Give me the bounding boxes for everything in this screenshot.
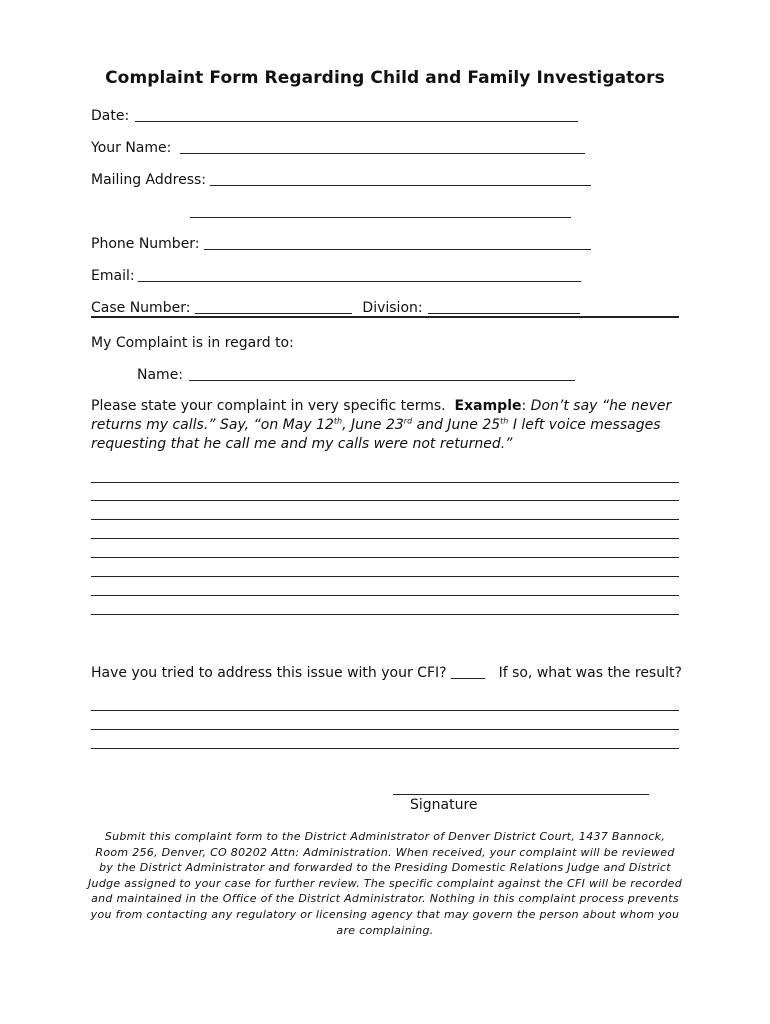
cfi-result-line[interactable]	[91, 710, 679, 711]
address-label: Mailing Address:	[91, 172, 207, 188]
case-label: Case Number:	[91, 300, 191, 316]
submission-instructions: Submit this complaint form to the District Administrator of Denver District Court, 1437 Bannock, Room 256, Denver, CO 80202 Attn: Administration. When received, your complaint will be reviewed by the District Administrator and forwarded to the Presiding Domestic Relations Judge and District Judge assigned to your case for further review. The specific complaint against the CFI will be recorded and maintained in the Office of the District Administrator. Nothing in this complaint process prevents you from contacting any regulatory or licensing agency that may govern the person about whom you are complaining.	[88, 830, 683, 937]
cfi-result-line[interactable]	[91, 748, 679, 749]
example-label: Example	[454, 398, 522, 414]
cfi-answer-field[interactable]	[451, 664, 485, 679]
name-label: Your Name:	[91, 140, 172, 156]
complaint-text-line[interactable]	[91, 538, 679, 539]
complaint-instructions: Please state your complaint in very specific terms. Example: Don’t say “he never returns my calls.” Say, “on May 12th, June 23rd and June 25th I left voice messages requesting that he call me and my calls were not returned.”	[91, 398, 672, 452]
address-row	[91, 169, 591, 189]
email-row	[91, 265, 581, 285]
complaint-text-line[interactable]	[91, 482, 679, 483]
email-label: Email:	[91, 268, 135, 284]
complaint-text-line[interactable]	[91, 557, 679, 558]
example-text: Don’t say “he never returns my calls.” Say, “on May 12th, June 23rd and June 25th I left voice messages requesting that he call me and my calls were not returned.”	[91, 398, 672, 452]
name-field[interactable]	[180, 139, 585, 154]
cfi-followup: If so, what was the result?	[498, 665, 682, 681]
complaint-text-line[interactable]	[91, 595, 679, 596]
complaint-text-line[interactable]	[91, 614, 679, 615]
cfi-result-line[interactable]	[91, 729, 679, 730]
division-label: Division:	[362, 300, 423, 316]
address-field-line-1[interactable]	[210, 171, 591, 186]
cfi-question: Have you tried to address this issue with your CFI?	[91, 665, 447, 681]
email-field[interactable]	[138, 267, 581, 282]
cfi-question-row	[91, 662, 682, 682]
complaint-intro-row	[91, 332, 294, 352]
complaint-intro: My Complaint is in regard to:	[91, 335, 294, 351]
complaint-name-label: Name:	[137, 367, 184, 383]
case-number-field[interactable]	[195, 299, 352, 314]
phone-row	[91, 233, 591, 253]
division-field[interactable]	[428, 299, 580, 314]
form-title: Complaint Form Regarding Child and Family Investigators	[105, 68, 665, 88]
section-divider	[91, 316, 679, 318]
date-label: Date:	[91, 108, 130, 124]
complaint-text-line[interactable]	[91, 500, 679, 501]
phone-label: Phone Number:	[91, 236, 200, 252]
phone-field[interactable]	[204, 235, 591, 250]
signature-field[interactable]	[393, 794, 649, 795]
name-row	[91, 137, 585, 157]
instructions-lead: Please state your complaint in very specific terms.	[91, 398, 446, 414]
complaint-name-row	[137, 364, 575, 384]
signature-label: Signature	[410, 797, 478, 813]
complaint-name-field[interactable]	[189, 366, 575, 381]
complaint-text-line[interactable]	[91, 519, 679, 520]
complaint-text-line[interactable]	[91, 576, 679, 577]
case-row	[91, 297, 580, 317]
date-row	[91, 105, 578, 125]
date-field[interactable]	[135, 107, 578, 122]
address-field-line-2[interactable]	[190, 217, 571, 218]
